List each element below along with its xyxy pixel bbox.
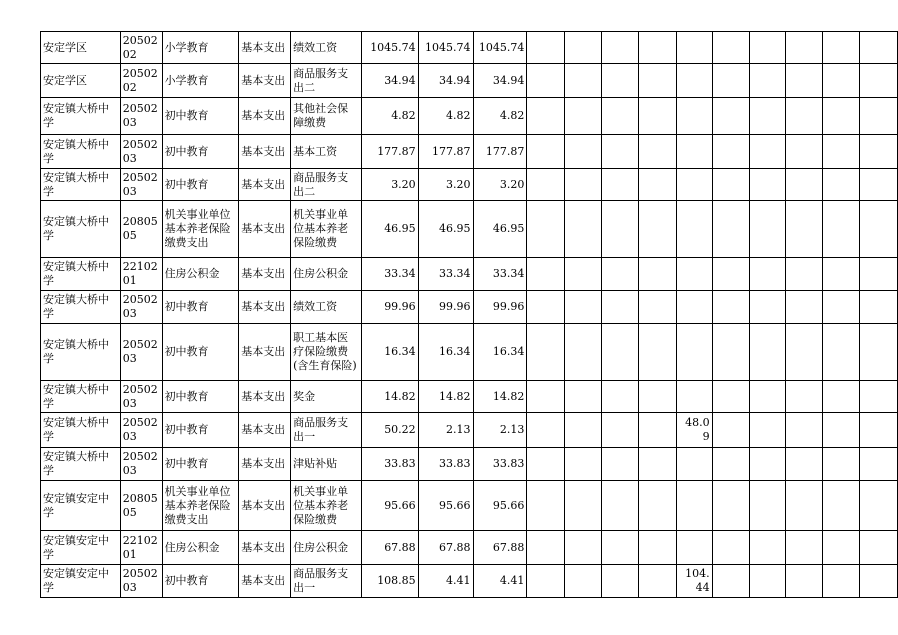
- project-amount-cell: [676, 258, 712, 291]
- blank-cell: [602, 531, 639, 565]
- amount-cell: 99.96: [473, 291, 527, 324]
- total-cell: 67.88: [361, 531, 418, 565]
- blank-cell: [712, 258, 750, 291]
- subtotal-cell: 46.95: [418, 201, 473, 258]
- blank-cell: [527, 531, 565, 565]
- amount-cell: 46.95: [473, 201, 527, 258]
- unit-cell: 安定镇安定中学: [41, 565, 121, 598]
- amount-cell: 3.20: [473, 169, 527, 201]
- blank-cell: [712, 413, 750, 448]
- blank-cell: [786, 413, 823, 448]
- blank-cell: [638, 413, 676, 448]
- blank-cell: [565, 448, 602, 481]
- amount-cell: 95.66: [473, 481, 527, 531]
- amount-cell: 16.34: [473, 324, 527, 381]
- econ-cell: 商品服务支出一: [291, 413, 362, 448]
- unit-cell: 安定镇大桥中学: [41, 324, 121, 381]
- subtotal-cell: 1045.74: [418, 32, 473, 64]
- blank-cell: [786, 291, 823, 324]
- unit-cell: 安定镇大桥中学: [41, 201, 121, 258]
- type-cell: 基本支出: [239, 201, 291, 258]
- subject-cell: 住房公积金: [162, 258, 239, 291]
- econ-cell: 职工基本医疗保险缴费(含生育保险): [291, 324, 362, 381]
- blank-cell: [823, 98, 860, 135]
- blank-cell: [638, 32, 676, 64]
- blank-cell: [527, 135, 565, 169]
- blank-cell: [527, 32, 565, 64]
- blank-cell: [786, 565, 823, 598]
- blank-cell: [565, 98, 602, 135]
- blank-cell: [602, 291, 639, 324]
- blank-cell: [712, 64, 750, 98]
- code-cell: 2050203: [120, 565, 162, 598]
- blank-cell: [860, 381, 898, 413]
- subject-cell: 机关事业单位基本养老保险缴费支出: [162, 201, 239, 258]
- blank-cell: [860, 481, 898, 531]
- total-cell: 50.22: [361, 413, 418, 448]
- econ-cell: 津贴补贴: [291, 448, 362, 481]
- amount-cell: 33.34: [473, 258, 527, 291]
- amount-cell: 2.13: [473, 413, 527, 448]
- blank-cell: [750, 413, 786, 448]
- blank-cell: [527, 98, 565, 135]
- type-cell: 基本支出: [239, 64, 291, 98]
- table-row: [41, 169, 898, 201]
- blank-cell: [860, 201, 898, 258]
- blank-cell: [527, 258, 565, 291]
- table-row: [41, 64, 898, 98]
- code-cell: 2080505: [120, 481, 162, 531]
- project-amount-cell: 104.44: [676, 565, 712, 598]
- blank-cell: [602, 481, 639, 531]
- subtotal-cell: 33.34: [418, 258, 473, 291]
- blank-cell: [750, 32, 786, 64]
- unit-cell: 安定镇大桥中学: [41, 169, 121, 201]
- blank-cell: [750, 258, 786, 291]
- blank-cell: [786, 135, 823, 169]
- amount-cell: 4.41: [473, 565, 527, 598]
- code-cell: 2080505: [120, 201, 162, 258]
- unit-cell: 安定镇大桥中学: [41, 98, 121, 135]
- blank-cell: [712, 201, 750, 258]
- blank-cell: [565, 565, 602, 598]
- blank-cell: [602, 381, 639, 413]
- blank-cell: [638, 381, 676, 413]
- blank-cell: [712, 481, 750, 531]
- subtotal-cell: 67.88: [418, 531, 473, 565]
- blank-cell: [638, 565, 676, 598]
- blank-cell: [565, 64, 602, 98]
- unit-cell: 安定镇安定中学: [41, 531, 121, 565]
- blank-cell: [786, 448, 823, 481]
- blank-cell: [602, 64, 639, 98]
- type-cell: 基本支出: [239, 448, 291, 481]
- subject-cell: 机关事业单位基本养老保险缴费支出: [162, 481, 239, 531]
- project-amount-cell: [676, 169, 712, 201]
- blank-cell: [527, 565, 565, 598]
- project-amount-cell: [676, 201, 712, 258]
- project-amount-cell: [676, 98, 712, 135]
- blank-cell: [860, 531, 898, 565]
- econ-cell: 奖金: [291, 381, 362, 413]
- blank-cell: [786, 481, 823, 531]
- blank-cell: [527, 481, 565, 531]
- blank-cell: [565, 169, 602, 201]
- table-row: [41, 135, 898, 169]
- project-amount-cell: [676, 32, 712, 64]
- unit-cell: 安定镇大桥中学: [41, 291, 121, 324]
- code-cell: 2050203: [120, 324, 162, 381]
- blank-cell: [823, 448, 860, 481]
- blank-cell: [750, 98, 786, 135]
- total-cell: 108.85: [361, 565, 418, 598]
- amount-cell: 4.82: [473, 98, 527, 135]
- total-cell: 34.94: [361, 64, 418, 98]
- amount-cell: 34.94: [473, 64, 527, 98]
- blank-cell: [786, 169, 823, 201]
- table-row: [41, 413, 898, 448]
- subtotal-cell: 33.83: [418, 448, 473, 481]
- project-amount-cell: 48.09: [676, 413, 712, 448]
- blank-cell: [527, 64, 565, 98]
- table-row: [41, 258, 898, 291]
- project-amount-cell: [676, 324, 712, 381]
- blank-cell: [638, 64, 676, 98]
- type-cell: 基本支出: [239, 481, 291, 531]
- econ-cell: 绩效工资: [291, 291, 362, 324]
- subject-cell: 初中教育: [162, 135, 239, 169]
- blank-cell: [823, 64, 860, 98]
- econ-cell: 住房公积金: [291, 531, 362, 565]
- blank-cell: [786, 32, 823, 64]
- blank-cell: [823, 481, 860, 531]
- total-cell: 33.34: [361, 258, 418, 291]
- blank-cell: [638, 324, 676, 381]
- unit-cell: 安定镇大桥中学: [41, 135, 121, 169]
- budget-table: [40, 31, 898, 598]
- blank-cell: [565, 32, 602, 64]
- subject-cell: 初中教育: [162, 381, 239, 413]
- total-cell: 177.87: [361, 135, 418, 169]
- blank-cell: [750, 135, 786, 169]
- total-cell: 33.83: [361, 448, 418, 481]
- blank-cell: [602, 135, 639, 169]
- blank-cell: [527, 291, 565, 324]
- subtotal-cell: 34.94: [418, 64, 473, 98]
- blank-cell: [712, 32, 750, 64]
- blank-cell: [860, 448, 898, 481]
- table-row: [41, 32, 898, 64]
- subtotal-cell: 4.82: [418, 98, 473, 135]
- blank-cell: [712, 565, 750, 598]
- total-cell: 99.96: [361, 291, 418, 324]
- blank-cell: [602, 324, 639, 381]
- blank-cell: [712, 531, 750, 565]
- type-cell: 基本支出: [239, 324, 291, 381]
- blank-cell: [786, 201, 823, 258]
- blank-cell: [860, 324, 898, 381]
- project-amount-cell: [676, 291, 712, 324]
- code-cell: 2050202: [120, 64, 162, 98]
- blank-cell: [786, 64, 823, 98]
- project-amount-cell: [676, 381, 712, 413]
- subject-cell: 初中教育: [162, 98, 239, 135]
- unit-cell: 安定镇安定中学: [41, 481, 121, 531]
- type-cell: 基本支出: [239, 32, 291, 64]
- blank-cell: [602, 448, 639, 481]
- blank-cell: [750, 201, 786, 258]
- code-cell: 2210201: [120, 531, 162, 565]
- blank-cell: [750, 448, 786, 481]
- blank-cell: [786, 381, 823, 413]
- blank-cell: [638, 448, 676, 481]
- blank-cell: [712, 381, 750, 413]
- code-cell: 2210201: [120, 258, 162, 291]
- total-cell: 14.82: [361, 381, 418, 413]
- econ-cell: 商品服务支出二: [291, 64, 362, 98]
- econ-cell: 商品服务支出二: [291, 169, 362, 201]
- type-cell: 基本支出: [239, 258, 291, 291]
- blank-cell: [565, 324, 602, 381]
- blank-cell: [860, 413, 898, 448]
- blank-cell: [638, 531, 676, 565]
- total-cell: 1045.74: [361, 32, 418, 64]
- unit-cell: 安定镇大桥中学: [41, 258, 121, 291]
- project-amount-cell: [676, 64, 712, 98]
- type-cell: 基本支出: [239, 169, 291, 201]
- blank-cell: [860, 32, 898, 64]
- table-row: [41, 324, 898, 381]
- blank-cell: [638, 135, 676, 169]
- amount-cell: 67.88: [473, 531, 527, 565]
- blank-cell: [527, 381, 565, 413]
- unit-cell: 安定镇大桥中学: [41, 413, 121, 448]
- blank-cell: [638, 481, 676, 531]
- blank-cell: [750, 291, 786, 324]
- blank-cell: [565, 381, 602, 413]
- subject-cell: 初中教育: [162, 565, 239, 598]
- blank-cell: [786, 531, 823, 565]
- subtotal-cell: 2.13: [418, 413, 473, 448]
- type-cell: 基本支出: [239, 531, 291, 565]
- blank-cell: [602, 565, 639, 598]
- unit-cell: 安定镇大桥中学: [41, 448, 121, 481]
- econ-cell: 住房公积金: [291, 258, 362, 291]
- blank-cell: [527, 201, 565, 258]
- blank-cell: [638, 258, 676, 291]
- blank-cell: [638, 169, 676, 201]
- blank-cell: [527, 169, 565, 201]
- blank-cell: [712, 135, 750, 169]
- total-cell: 95.66: [361, 481, 418, 531]
- type-cell: 基本支出: [239, 381, 291, 413]
- blank-cell: [712, 448, 750, 481]
- type-cell: 基本支出: [239, 135, 291, 169]
- type-cell: 基本支出: [239, 98, 291, 135]
- subtotal-cell: 177.87: [418, 135, 473, 169]
- unit-cell: 安定学区: [41, 64, 121, 98]
- type-cell: 基本支出: [239, 565, 291, 598]
- blank-cell: [823, 531, 860, 565]
- code-cell: 2050203: [120, 291, 162, 324]
- subject-cell: 小学教育: [162, 64, 239, 98]
- blank-cell: [823, 565, 860, 598]
- total-cell: 3.20: [361, 169, 418, 201]
- blank-cell: [786, 98, 823, 135]
- code-cell: 2050203: [120, 381, 162, 413]
- blank-cell: [565, 258, 602, 291]
- subject-cell: 初中教育: [162, 169, 239, 201]
- table-row: [41, 531, 898, 565]
- blank-cell: [527, 324, 565, 381]
- blank-cell: [565, 531, 602, 565]
- code-cell: 2050202: [120, 32, 162, 64]
- subtotal-cell: 4.41: [418, 565, 473, 598]
- table-row: [41, 98, 898, 135]
- blank-cell: [638, 98, 676, 135]
- blank-cell: [750, 481, 786, 531]
- econ-cell: 绩效工资: [291, 32, 362, 64]
- blank-cell: [860, 135, 898, 169]
- econ-cell: 商品服务支出一: [291, 565, 362, 598]
- blank-cell: [750, 324, 786, 381]
- unit-cell: 安定学区: [41, 32, 121, 64]
- blank-cell: [823, 32, 860, 64]
- type-cell: 基本支出: [239, 291, 291, 324]
- subject-cell: 小学教育: [162, 32, 239, 64]
- blank-cell: [638, 201, 676, 258]
- blank-cell: [823, 169, 860, 201]
- code-cell: 2050203: [120, 448, 162, 481]
- table-row: [41, 448, 898, 481]
- code-cell: 2050203: [120, 135, 162, 169]
- code-cell: 2050203: [120, 98, 162, 135]
- blank-cell: [823, 324, 860, 381]
- subtotal-cell: 95.66: [418, 481, 473, 531]
- table-body: [41, 32, 898, 598]
- subject-cell: 初中教育: [162, 324, 239, 381]
- blank-cell: [712, 324, 750, 381]
- table-row: [41, 291, 898, 324]
- unit-cell: 安定镇大桥中学: [41, 381, 121, 413]
- subtotal-cell: 14.82: [418, 381, 473, 413]
- blank-cell: [823, 413, 860, 448]
- blank-cell: [823, 291, 860, 324]
- total-cell: 46.95: [361, 201, 418, 258]
- blank-cell: [860, 258, 898, 291]
- code-cell: 2050203: [120, 169, 162, 201]
- project-amount-cell: [676, 448, 712, 481]
- blank-cell: [750, 64, 786, 98]
- amount-cell: 1045.74: [473, 32, 527, 64]
- blank-cell: [527, 448, 565, 481]
- blank-cell: [750, 531, 786, 565]
- blank-cell: [860, 565, 898, 598]
- blank-cell: [565, 135, 602, 169]
- table-row: [41, 381, 898, 413]
- blank-cell: [602, 169, 639, 201]
- blank-cell: [823, 381, 860, 413]
- subtotal-cell: 99.96: [418, 291, 473, 324]
- code-cell: 2050203: [120, 413, 162, 448]
- blank-cell: [565, 201, 602, 258]
- blank-cell: [565, 291, 602, 324]
- blank-cell: [712, 169, 750, 201]
- subject-cell: 初中教育: [162, 448, 239, 481]
- blank-cell: [602, 98, 639, 135]
- blank-cell: [602, 413, 639, 448]
- project-amount-cell: [676, 481, 712, 531]
- econ-cell: 机关事业单位基本养老保险缴费: [291, 201, 362, 258]
- blank-cell: [565, 413, 602, 448]
- blank-cell: [565, 481, 602, 531]
- project-amount-cell: [676, 135, 712, 169]
- blank-cell: [602, 258, 639, 291]
- econ-cell: 机关事业单位基本养老保险缴费: [291, 481, 362, 531]
- econ-cell: 基本工资: [291, 135, 362, 169]
- table-row: [41, 481, 898, 531]
- project-amount-cell: [676, 531, 712, 565]
- blank-cell: [860, 64, 898, 98]
- blank-cell: [823, 258, 860, 291]
- subtotal-cell: 3.20: [418, 169, 473, 201]
- blank-cell: [712, 98, 750, 135]
- total-cell: 4.82: [361, 98, 418, 135]
- subtotal-cell: 16.34: [418, 324, 473, 381]
- blank-cell: [823, 135, 860, 169]
- blank-cell: [786, 324, 823, 381]
- table-row: [41, 565, 898, 598]
- blank-cell: [860, 169, 898, 201]
- amount-cell: 177.87: [473, 135, 527, 169]
- blank-cell: [750, 565, 786, 598]
- blank-cell: [786, 258, 823, 291]
- blank-cell: [860, 98, 898, 135]
- blank-cell: [602, 32, 639, 64]
- blank-cell: [638, 291, 676, 324]
- subject-cell: 初中教育: [162, 291, 239, 324]
- total-cell: 16.34: [361, 324, 418, 381]
- blank-cell: [750, 169, 786, 201]
- blank-cell: [527, 413, 565, 448]
- econ-cell: 其他社会保障缴费: [291, 98, 362, 135]
- amount-cell: 33.83: [473, 448, 527, 481]
- blank-cell: [860, 291, 898, 324]
- blank-cell: [823, 201, 860, 258]
- amount-cell: 14.82: [473, 381, 527, 413]
- type-cell: 基本支出: [239, 413, 291, 448]
- table-row: [41, 201, 898, 258]
- subject-cell: 住房公积金: [162, 531, 239, 565]
- subject-cell: 初中教育: [162, 413, 239, 448]
- blank-cell: [712, 291, 750, 324]
- blank-cell: [602, 201, 639, 258]
- blank-cell: [750, 381, 786, 413]
